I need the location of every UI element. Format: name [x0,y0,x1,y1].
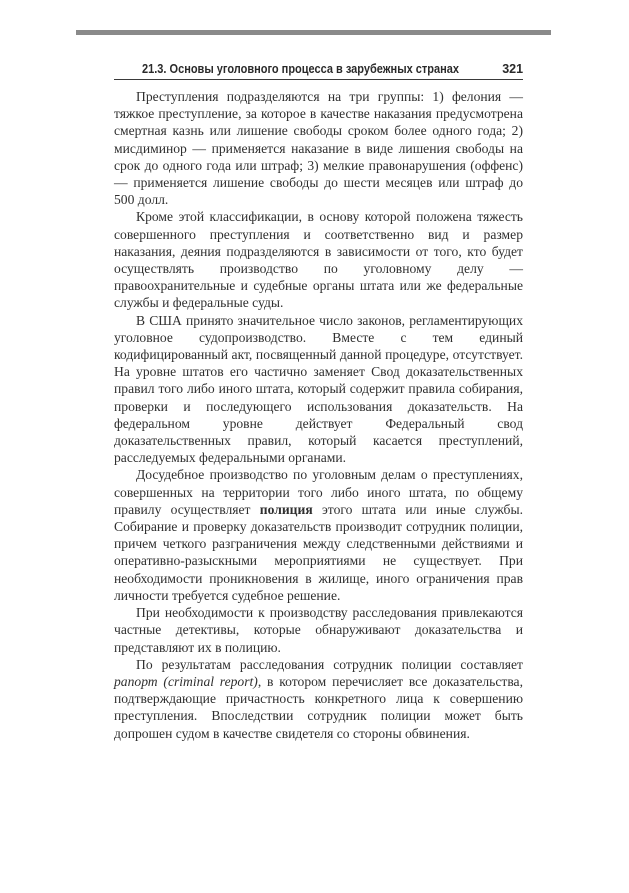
text-run: Кроме этой классификации, в основу которой положена тяжесть совершенного преступления и соответственно вид и размер наказания, деяния подразделяются в зависимости от того, кто будет осуществлять производство по уголовному делу — правоохранительные и судебные органы штата или же федеральные службы и федеральные суды. [114,209,523,311]
paragraph [114,656,523,742]
text-run: По результатам расследования сотрудник полиции составляет [136,656,523,672]
body-text [114,88,523,742]
paragraph [114,604,523,656]
paragraph [114,88,523,208]
italic-text: рапорт (criminal report) [114,673,258,689]
page-number: 321 [502,62,524,76]
text-run: , в котором перечисляет все доказательства, подтверждающие причастность конкретного лица к совершению преступления. Впоследствии сотрудник полиции может быть допрошен судом в качестве свидетеля со стороны обвинения. [114,673,523,741]
text-run: Досудебное производство по уголовным делам о преступлениях, совершенных на территории того либо иного штата, по общему правилу осуществляет [114,467,523,517]
running-header [114,62,523,80]
paragraph [114,312,523,467]
text-run: Преступления подразделяются на три группы: 1) фелония — тяжкое преступление, за которое в качестве наказания предусмотрена смертная казнь или лишение свободы сроком более одного года; 2) мисдиминор — применяется наказание в виде лишения свободы на срок до одного года или штраф; 3) мелкие правонарушения (оффенс) — применяется лишение свободы до шести месяцев или штраф до 500 долл. [114,89,523,208]
top-divider [76,30,551,35]
text-run: этого штата или иные службы. Собирание и проверку доказательств производит сотрудник полиции, причем четкого разграничения между следственными действиями и оперативно-разыскными мероприятиями не существует. При необходимости проникновения в жилище, иного ограничения прав личности требуется судебное решение. [114,501,523,603]
bold-text: полиция [259,501,313,517]
book-page [114,62,523,742]
paragraph [114,208,523,311]
text-run: В США принято значительное число законов, регламентирующих уголовное судопроизводство. Вместе с тем единый кодифицированный акт, посвященный данной процедуре, отсутствует. На уровне штатов его частично заменяет Свод доказательственных правил того либо иного штата, который содержит правила собирания, проверки и последующего использования доказательств. На федеральном уровне действует Федеральный свод доказательственных правил, который касается преступлений, расследуемых федеральными органами. [114,312,523,466]
paragraph [114,466,523,604]
text-run: При необходимости к производству расследования привлекаются частные детективы, которые обнаруживают доказательства и представляют их в полицию. [114,605,523,655]
running-header-title: 21.3. Основы уголовного процесса в зарубежных странах [142,62,459,76]
